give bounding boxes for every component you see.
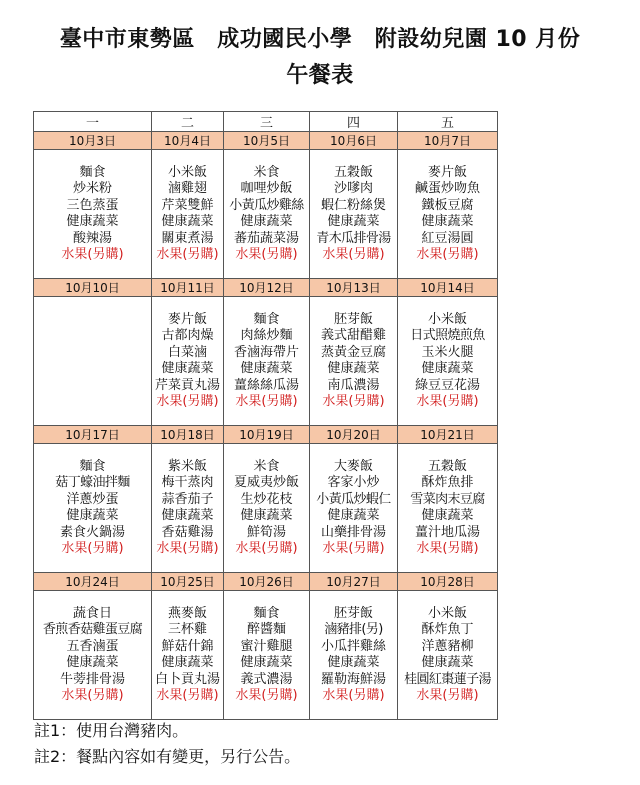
menu-item: 南瓜濃湯 (327, 377, 380, 393)
meal-cell (34, 591, 152, 720)
menu-item: 健康蔬菜 (327, 361, 380, 376)
meal-cell (224, 444, 310, 573)
menu-item: 酸辣湯 (72, 230, 112, 246)
menu-item: 健康蔬菜 (327, 508, 380, 523)
menu-item: 燕麥飯 (167, 605, 207, 621)
weekday-header: 一 (34, 112, 152, 132)
menu-item: 肉絲炒麵 (240, 328, 293, 343)
menu-item: 五香滷蛋 (66, 638, 119, 654)
menu-item: 蒜香茄子 (161, 491, 214, 507)
menu-item: 滷雞翅 (167, 181, 207, 196)
date-cell: 10月6日 (310, 132, 398, 150)
date-cell: 10月3日 (34, 132, 152, 150)
menu-item: 玉米火腿 (421, 344, 474, 360)
date-cell: 10月21日 (398, 426, 498, 444)
date-cell: 10月27日 (310, 573, 398, 591)
meal-cell (310, 297, 398, 426)
menu-item: 香滷海帶片 (233, 344, 299, 360)
menu-item: 薑絲絲瓜湯 (233, 377, 299, 393)
date-cell: 10月13日 (310, 279, 398, 297)
notes (34, 718, 300, 770)
menu-item: 健康蔬菜 (421, 214, 474, 229)
menu-item: 關東煮湯 (161, 230, 214, 246)
meal-cell (310, 591, 398, 720)
menu-item: 鮮菇什錦 (161, 638, 214, 654)
menu-item: 健康蔬菜 (161, 508, 214, 523)
menu-item: 白菜滷 (167, 344, 207, 360)
fruit-note: 水果(另購) (322, 541, 385, 556)
date-cell: 10月11日 (152, 279, 224, 297)
page-title: 臺中市東勢區 成功國民小學 附設幼兒園 10 月份 (59, 27, 581, 52)
weekday-header: 三 (224, 112, 310, 132)
menu-item: 小米飯 (427, 605, 467, 621)
fruit-note: 水果(另購) (322, 688, 385, 703)
fruit-note: 水果(另購) (322, 394, 385, 409)
menu-item: 芹菜雙鮮 (161, 197, 214, 213)
menu-item: 青木瓜排骨湯 (316, 230, 391, 246)
menu-item: 健康蔬菜 (240, 361, 293, 376)
meal-cell (152, 150, 224, 279)
menu-item: 健康蔬菜 (240, 214, 293, 229)
fruit-note: 水果(另購) (235, 394, 298, 409)
date-row (34, 279, 498, 297)
menu-item: 健康蔬菜 (66, 655, 119, 670)
fruit-note: 水果(另購) (61, 688, 124, 703)
menu-item: 紅豆湯圓 (421, 230, 474, 246)
menu-item: 洋蔥豬柳 (421, 638, 474, 654)
menu-item: 梅干蒸肉 (161, 475, 214, 490)
menu-item: 牛蒡排骨湯 (59, 671, 125, 687)
menu-item: 健康蔬菜 (421, 655, 474, 670)
menu-item: 香煎香菇雞蛋豆腐 (42, 622, 143, 637)
fruit-note: 水果(另購) (322, 247, 385, 262)
menu-item: 健康蔬菜 (421, 508, 474, 523)
menu-item: 洋蔥炒蛋 (66, 491, 119, 507)
date-cell: 10月4日 (152, 132, 224, 150)
menu-item: 夏威夷炒飯 (233, 475, 299, 490)
menu-item: 薑汁地瓜湯 (414, 524, 480, 540)
menu-item: 蕃茄蔬菜湯 (233, 230, 299, 246)
menu-item: 健康蔬菜 (240, 508, 293, 523)
meal-cell (152, 297, 224, 426)
date-cell: 10月5日 (224, 132, 310, 150)
fruit-note: 水果(另購) (416, 688, 479, 703)
date-cell: 10月28日 (398, 573, 498, 591)
menu-item: 蝦仁粉絲煲 (320, 197, 386, 213)
menu-item: 胚芽飯 (333, 311, 373, 327)
meal-row (34, 297, 498, 426)
fruit-note: 水果(另購) (235, 541, 298, 556)
meal-cell (310, 150, 398, 279)
menu-item: 義式甜醋雞 (320, 328, 386, 343)
weekday-header: 五 (398, 112, 498, 132)
menu-item: 蒸黃金豆腐 (320, 344, 386, 360)
menu-item: 沙嗲肉 (333, 181, 373, 196)
menu-item: 日式照燒煎魚 (410, 328, 485, 343)
menu-item: 紫米飯 (167, 458, 207, 474)
menu-item: 滷豬排(另) (324, 622, 383, 637)
menu-item: 小黃瓜炒蝦仁 (316, 491, 391, 507)
note-1: 註1：使用台灣豬肉。 (34, 721, 189, 740)
menu-item: 健康蔬菜 (161, 214, 214, 229)
menu-item: 麥片飯 (167, 311, 207, 327)
menu-item: 麵食 (79, 458, 106, 474)
fruit-note: 水果(另購) (235, 247, 298, 262)
meal-cell (224, 591, 310, 720)
menu-item: 酥炸魚丁 (421, 622, 474, 637)
meal-cell (152, 444, 224, 573)
menu-item: 健康蔬菜 (327, 214, 380, 229)
menu-item: 鐵板豆腐 (421, 197, 474, 213)
menu-item: 健康蔬菜 (240, 655, 293, 670)
fruit-note: 水果(另購) (235, 688, 298, 703)
menu-item: 義式濃湯 (240, 671, 293, 687)
menu-item: 大麥飯 (333, 458, 373, 474)
fruit-note: 水果(另購) (156, 688, 219, 703)
meal-cell (398, 297, 498, 426)
meal-cell (398, 591, 498, 720)
menu-item: 炒米粉 (72, 181, 112, 196)
menu-item: 小米飯 (167, 164, 207, 180)
menu-item: 小黃瓜炒雞絲 (229, 197, 304, 213)
menu-item: 生炒花枝 (240, 491, 293, 507)
menu-item: 五穀飯 (427, 458, 467, 474)
date-cell: 10月25日 (152, 573, 224, 591)
date-cell: 10月7日 (398, 132, 498, 150)
date-cell: 10月10日 (34, 279, 152, 297)
menu-item: 芹菜貢丸湯 (154, 377, 220, 393)
fruit-note: 水果(另購) (416, 394, 479, 409)
weekday-header: 四 (310, 112, 398, 132)
menu-item: 胚芽飯 (333, 605, 373, 621)
menu-item: 健康蔬菜 (66, 508, 119, 523)
date-cell: 10月26日 (224, 573, 310, 591)
menu-item: 古都肉燥 (161, 328, 214, 343)
menu-item: 素食火鍋湯 (59, 524, 125, 540)
menu-item: 三色蒸蛋 (66, 197, 119, 213)
date-cell: 10月12日 (224, 279, 310, 297)
menu-item: 三杯雞 (167, 622, 207, 637)
meal-cell (224, 297, 310, 426)
menu-item: 蔬食日 (72, 605, 112, 621)
meal-row (34, 150, 498, 279)
meal-cell (224, 150, 310, 279)
date-cell: 10月20日 (310, 426, 398, 444)
fruit-note: 水果(另購) (156, 247, 219, 262)
meal-cell (152, 591, 224, 720)
meal-cell (34, 150, 152, 279)
menu-item: 咖哩炒飯 (240, 181, 293, 196)
fruit-note: 水果(另購) (416, 541, 479, 556)
meal-cell (310, 444, 398, 573)
menu-item: 香菇雞湯 (161, 524, 214, 540)
fruit-note: 水果(另購) (156, 541, 219, 556)
menu-item: 客家小炒 (327, 475, 380, 490)
lunch-menu-table (33, 111, 498, 720)
menu-item: 桂圓紅棗蓮子湯 (404, 671, 491, 687)
menu-item: 麥片飯 (427, 164, 467, 180)
date-cell: 10月18日 (152, 426, 224, 444)
meal-cell (34, 297, 152, 426)
menu-item: 小米飯 (427, 311, 467, 327)
meal-cell (398, 150, 498, 279)
date-cell: 10月17日 (34, 426, 152, 444)
fruit-note: 水果(另購) (156, 394, 219, 409)
menu-item: 健康蔬菜 (161, 361, 214, 376)
page-subtitle: 午餐表 (286, 63, 354, 88)
menu-item: 鮮筍湯 (246, 524, 286, 540)
date-row (34, 132, 498, 150)
menu-item: 雪菜肉末豆腐 (410, 491, 485, 507)
menu-item: 健康蔬菜 (327, 655, 380, 670)
date-cell: 10月24日 (34, 573, 152, 591)
menu-item: 米食 (253, 458, 280, 474)
date-row (34, 573, 498, 591)
meal-row (34, 591, 498, 720)
meal-row (34, 444, 498, 573)
note-2: 註2：餐點內容如有變更，另行公告。 (34, 747, 301, 766)
menu-item: 羅勒海鮮湯 (320, 671, 386, 687)
date-cell: 10月19日 (224, 426, 310, 444)
date-row (34, 426, 498, 444)
meal-cell (34, 444, 152, 573)
date-cell: 10月14日 (398, 279, 498, 297)
menu-item: 酥炸魚排 (421, 475, 474, 490)
menu-item: 菇丁蠔油拌麵 (55, 475, 130, 490)
menu-item: 麵食 (253, 311, 280, 327)
menu-item: 山藥排骨湯 (320, 524, 386, 540)
menu-item: 麵食 (253, 605, 280, 621)
fruit-note: 水果(另購) (61, 541, 124, 556)
menu-item: 綠豆豆花湯 (414, 377, 480, 393)
weekday-header: 二 (152, 112, 224, 132)
menu-item: 醉醬麵 (246, 622, 286, 637)
meal-cell (398, 444, 498, 573)
menu-item: 米食 (253, 164, 280, 180)
menu-item: 白卜貢丸湯 (154, 671, 220, 687)
menu-item: 健康蔬菜 (421, 361, 474, 376)
menu-item: 鹹蛋炒吻魚 (414, 181, 480, 196)
menu-item: 五穀飯 (333, 164, 373, 180)
menu-item: 麵食 (79, 164, 106, 180)
fruit-note: 水果(另購) (61, 247, 124, 262)
menu-item: 小瓜拌雞絲 (320, 638, 386, 654)
fruit-note: 水果(另購) (416, 247, 479, 262)
menu-item: 蜜汁雞腿 (240, 638, 293, 654)
menu-item: 健康蔬菜 (161, 655, 214, 670)
menu-item: 健康蔬菜 (66, 214, 119, 229)
weekday-header-row (34, 112, 498, 132)
